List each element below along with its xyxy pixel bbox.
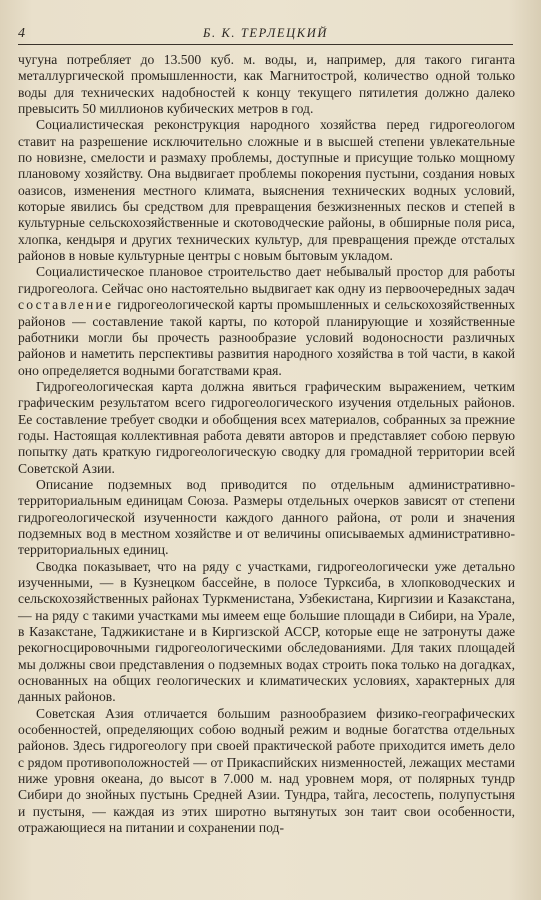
page-header xyxy=(18,26,513,45)
paragraph-3-end: гидрогеологической карты промышленных и сельскохозяйственных районов — составление такой карты, по которой планирующие и хозяйственные работники могли бы прочесть разнообразие условий водоносности различных районов и наметить перспективы развития народного хозяйства в той части, в какой оно определяется водными богатствами края. xyxy=(18,297,515,378)
paragraph-3 xyxy=(18,264,515,378)
body-text xyxy=(18,52,515,837)
paragraph-2: Социалистическая реконструкция народного хозяйства перед гидрогеологом ставит на разрешение исключительно сложные и в высшей степени увлекательные по новизне, смелости и размаху проблемы, доступные и присущие только мощному плановому хозяйству. Она выдвигает проблемы покорения пустыни, создания новых оазисов, изменения местного климата, выяснения технических водных условий, которые явились бы средством для превращения безжизненных песков и степей в культурные сельскохозяйственные и скотоводческие районы, в обширные поля риса, хлопка, кендыря и других технических культур, для превращения прежде отсталых районов в новые культурные центры с новым бытовым укладом. xyxy=(18,117,515,264)
paragraph-7: Советская Азия отличается большим разнообразием физико-географических особенностей, определяющих собою водный режим и водные богатства отдельных районов. Здесь гидрогеологу при своей практической работе приходится иметь дело с рядом противоположностей — от Прикаспийских низменностей, лежащих местами ниже уровня океана, до высот в 7.000 м. над уровнем моря, от полярных тундр Сибири до знойных пустынь Средней Азии. Тундра, тайга, лесостепь, полупустыня и пустыня, — каждая из этих широтно вытянутых зон таит свои особенности, отражающиеся на питании и сохранении под- xyxy=(18,705,515,836)
paragraph-3-start: Социалистическое плановое строительство дает небывалый простор для работы гидрогеолога. Сейчас оно настоятельно выдвигает как одну из первоочередных задач xyxy=(18,264,515,296)
page-number: 4 xyxy=(18,26,25,41)
running-head: Б. К. ТЕРЛЕЦКИЙ xyxy=(203,26,328,40)
paragraph-6: Сводка показывает, что на ряду с участками, гидрогеологически уже детально изученными, — в Кузнецком бассейне, в полосе Турксиба, в хлопководческих и сельскохозяйственных районах Туркменистана, Узбекистана, Киргизии и Казакстана, — на ряду с такими участками мы имеем еще большие площади в Сибири, на Урале, в Казакстане, Таджикистане и в Киргизской АССР, которые еще не затронуты даже рекогносцировочными гидрогеологическими обследованиями. Для таких площадей мы должны свои представления о подземных водах строить пока только на догадках, основанных на общих геологических и климатических условиях, характерных для данных районов. xyxy=(18,558,515,705)
spaced-emphasis: составление xyxy=(18,297,114,313)
paragraph-1: чугуна потребляет до 13.500 куб. м. воды, и, например, для такого гиганта металлургической промышленности, как Магнитострой, количество одной только воды для технических надобностей к концу текущего пятилетия должно далеко превысить 50 миллионов кубических метров в год. xyxy=(18,52,515,117)
paragraph-5: Описание подземных вод приводится по отдельным административно-территориальным единицам Союза. Размеры отдельных очерков зависят от степени гидрогеологической изученности каждого данного района, от роли и значения подземных вод в местном хозяйстве и от величины описываемых административно-территориальных единиц. xyxy=(18,476,515,558)
paragraph-4: Гидрогеологическая карта должна явиться графическим выражением, четким графическим результатом всего гидрогеологического изучения отдельных районов. Ее составление требует сводки и обобщения всех материалов, собранных за прежние годы. Настоящая коллективная работа девяти авторов и представляет собою первую попытку дать краткую гидрогеологическую сводку для громадной территории всей Советской Азии. xyxy=(18,378,515,476)
